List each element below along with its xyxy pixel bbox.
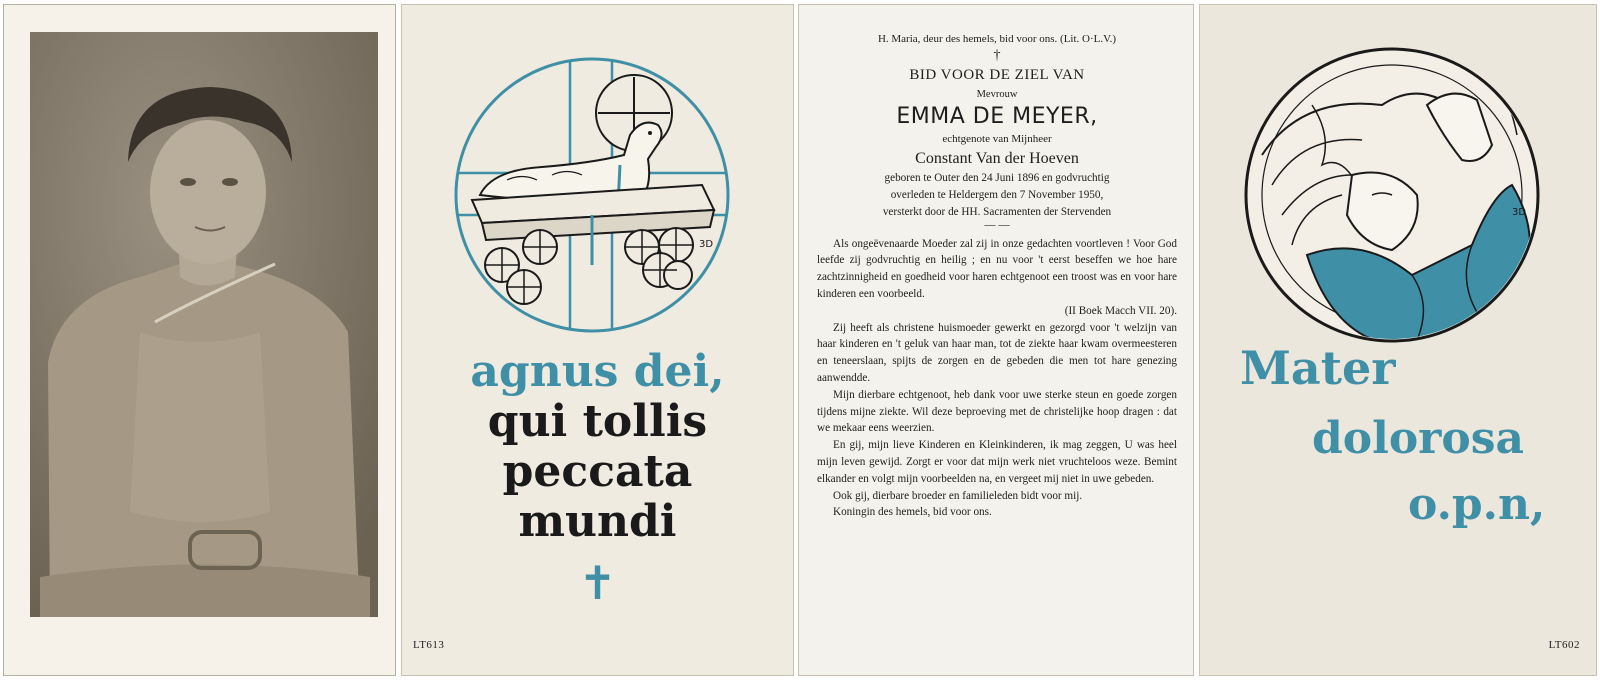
title-prefix: Mevrouw: [976, 88, 1018, 100]
cross-icon: ✝: [578, 556, 617, 610]
portrait-image: [30, 32, 378, 617]
mater-dolorosa-card: [1199, 4, 1597, 676]
deceased-name: EMMA DE MEYER,: [896, 103, 1098, 129]
mater-line-3: o.p.n,: [1408, 479, 1546, 530]
paragraph-3: Mijn dierbare echtgenoot, heb dank voor uwe sterke steun en goede zorgen tijdens mijne ziekte. Wil deze beproeving met de christelijke hoop dragen : dat we mekaar eens weerzien.: [817, 388, 1177, 435]
agnus-line-4: mundi: [518, 496, 677, 547]
spouse-intro: echtgenote van Mijnheer: [942, 133, 1052, 146]
mater-line-2: dolorosa: [1312, 413, 1524, 464]
closing-prayer: Koningin des hemels, bid voor ons.: [833, 506, 992, 519]
paragraph-5: Ook gij, dierbare broeder en familieleden bidt voor mij.: [833, 489, 1083, 502]
birth-line-1: geboren te Outer den 24 Juni 1896 en godvruchtig: [884, 172, 1110, 185]
portrait-photo: [30, 32, 378, 617]
agnus-line-2: qui tollis: [487, 396, 708, 447]
card-code: LT602: [1548, 639, 1580, 651]
cross-icon: †: [993, 47, 1001, 63]
lamb-medallion: [452, 55, 732, 335]
agnus-line-3: peccata: [502, 446, 693, 497]
memorial-text: [817, 31, 1177, 521]
citation: (II Boek Macch VII. 20).: [1064, 304, 1177, 317]
separator: — —: [984, 219, 1010, 232]
card-code: LT613: [413, 639, 445, 651]
paragraph-1: Als ongeëvenaarde Moeder zal zij in onze gedachten voortleven ! Voor God leefde zij godvruchtig en heilig ; en nu voor 't eerst beseffen we hoe hare zachtzinnigheid en goedheid voor haren echtgenoot een troost was en voor hare kinderen een voorbeeld.: [817, 237, 1177, 301]
paragraph-2: Zij heeft als christene huismoeder gewerkt en gezorgd voor 't welzijn van haar kinderen en 't geluk van haar man, tot de ziekte haar kwam overmeesteren en teneerslaan, spijts de zorgen en de gebeden die men tot hare genezing aanwendde.: [817, 321, 1177, 384]
portrait-card: [3, 4, 396, 676]
spouse-name: Constant Van der Hoeven: [915, 149, 1079, 167]
memorial-text-card: [798, 4, 1194, 676]
artist-monogram: 3D: [699, 239, 714, 250]
mater-line-1: Mater: [1240, 341, 1396, 395]
agnus-dei-card: [401, 4, 794, 676]
invocation-top: H. Maria, deur des hemels, bid voor ons. (Lit. O·L.V.): [877, 33, 1117, 45]
birth-line-2: overleden te Heldergem den 7 November 1950,: [890, 188, 1104, 201]
agnus-line-1: agnus dei,: [470, 346, 725, 397]
heading: BID VOOR DE ZIEL VAN: [909, 67, 1085, 84]
artist-monogram: 3D: [1512, 207, 1527, 218]
paragraph-4: En gij, mijn lieve Kinderen en Kleinkinderen, ik mag zeggen, U was heel mijn leven gewijd. Zorgt er voor dat mijn werk niet vruchteloos weze. Bemint elkander en volgt mijn voorbeelden na, en vergeet mij niet in uwe gebeden.: [817, 439, 1177, 485]
mary-medallion: [1242, 45, 1542, 345]
birth-line-3: versterkt door de HH. Sacramenten der Stervenden: [882, 205, 1112, 218]
